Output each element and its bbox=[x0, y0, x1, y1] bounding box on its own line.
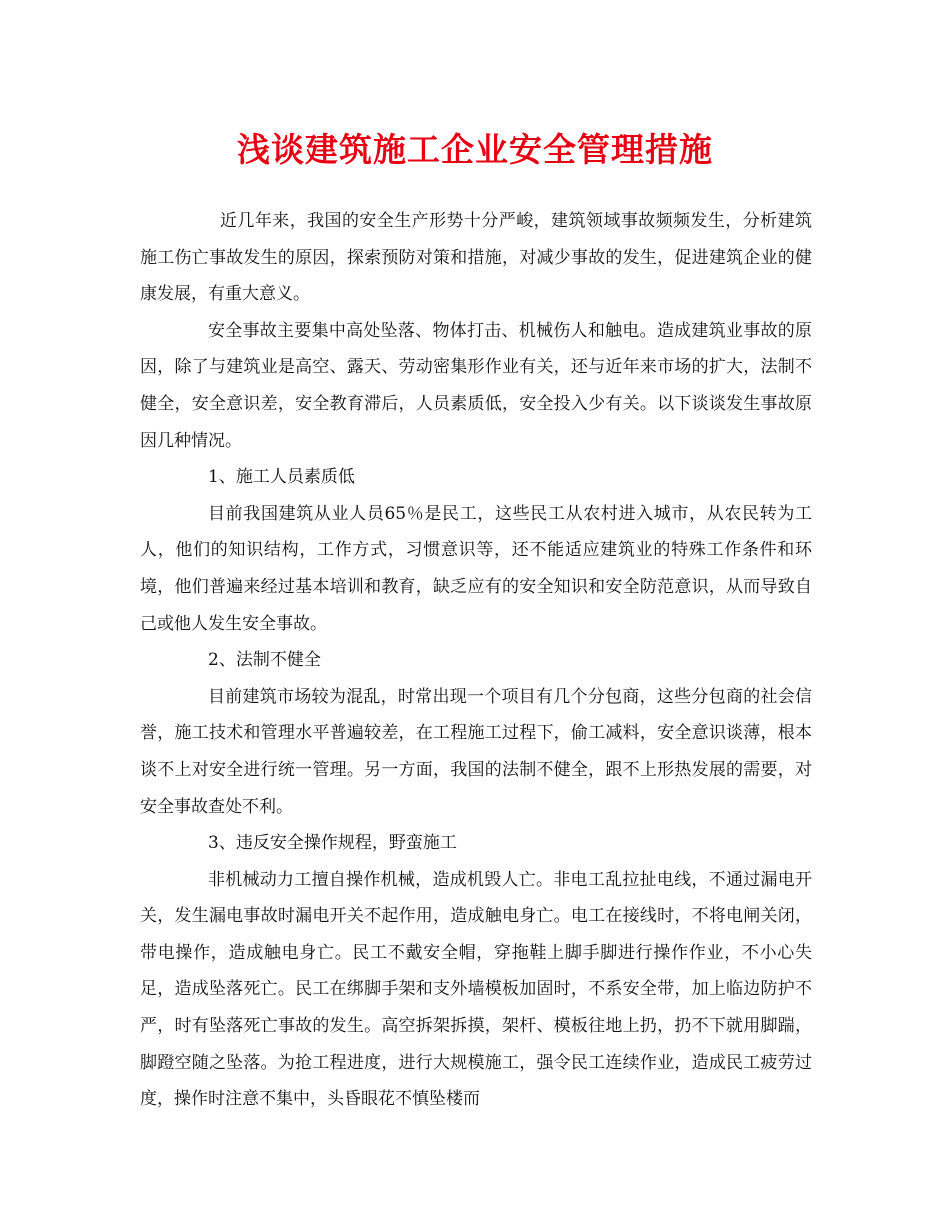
section-heading-2: 2、法制不健全 bbox=[208, 650, 321, 671]
paragraph-section-3: 非机械动力工擅自操作机械，造成机毁人亡。非电工乱拉扯电线，不通过漏电开关，发生漏电事故时漏电开关不起作用，造成触电身亡。电工在接线时，不将电闸关闭，带电操作，造成触电身亡。民工不戴安全帽，穿拖鞋上脚手脚进行操作作业，不小心失足，造成坠落死亡。民工在绑脚手架和支外墙模板加固时，不系安全带，加上临边防护不严，时有坠落死亡事故的发生。高空拆架拆摸，架杆、模板往地上扔，扔不下就用脚踹，脚蹬空随之坠落。为抢工程进度，进行大规模施工，强令民工连续作业，造成民工疲劳过度，操作时注意不集中，头昏眼花不慎坠楼而 bbox=[140, 869, 812, 1110]
document-title: 浅谈建筑施工企业安全管理措施 bbox=[237, 130, 713, 169]
section-heading-3: 3、违反安全操作规程，野蛮施工 bbox=[208, 833, 457, 854]
document-body bbox=[140, 203, 812, 1118]
paragraph-intro: 近几年来，我国的安全生产形势十分严峻，建筑领域事故频频发生，分析建筑施工伤亡事故发生的原因，探索预防对策和措施，对减少事故的发生，促进建筑企业的健康发展，有重大意义。 bbox=[140, 211, 812, 305]
paragraph-accident-causes: 安全事故主要集中高处坠落、物体打击、机械伤人和触电。造成建筑业事故的原因，除了与建筑业是高空、露天、劳动密集形作业有关，还与近年来市场的扩大，法制不健全，安全意识差，安全教育滞后，人员素质低，安全投入少有关。以下谈谈发生事故原因几种情况。 bbox=[140, 320, 812, 451]
paragraph-section-1: 目前我国建筑从业人员65％是民工，这些民工从农村进入城市，从农民转为工人，他们的知识结构，工作方式，习惯意识等，还不能适应建筑业的特殊工作条件和环境，他们普遍来经过基本培训和教育，缺乏应有的安全知识和安全防范意识，从而导致自己或他人发生安全事故。 bbox=[140, 503, 812, 634]
paragraph-section-2: 目前建筑市场较为混乱，时常出现一个项目有几个分包商，这些分包商的社会信誉，施工技术和管理水平普遍较差，在工程施工过程下，偷工减料，安全意识谈薄，根本谈不上对安全进行统一管理。另一方面，我国的法制不健全，跟不上形热发展的需要，对安全事故查处不利。 bbox=[140, 686, 812, 817]
section-heading-1: 1、施工人员素质低 bbox=[208, 467, 355, 488]
